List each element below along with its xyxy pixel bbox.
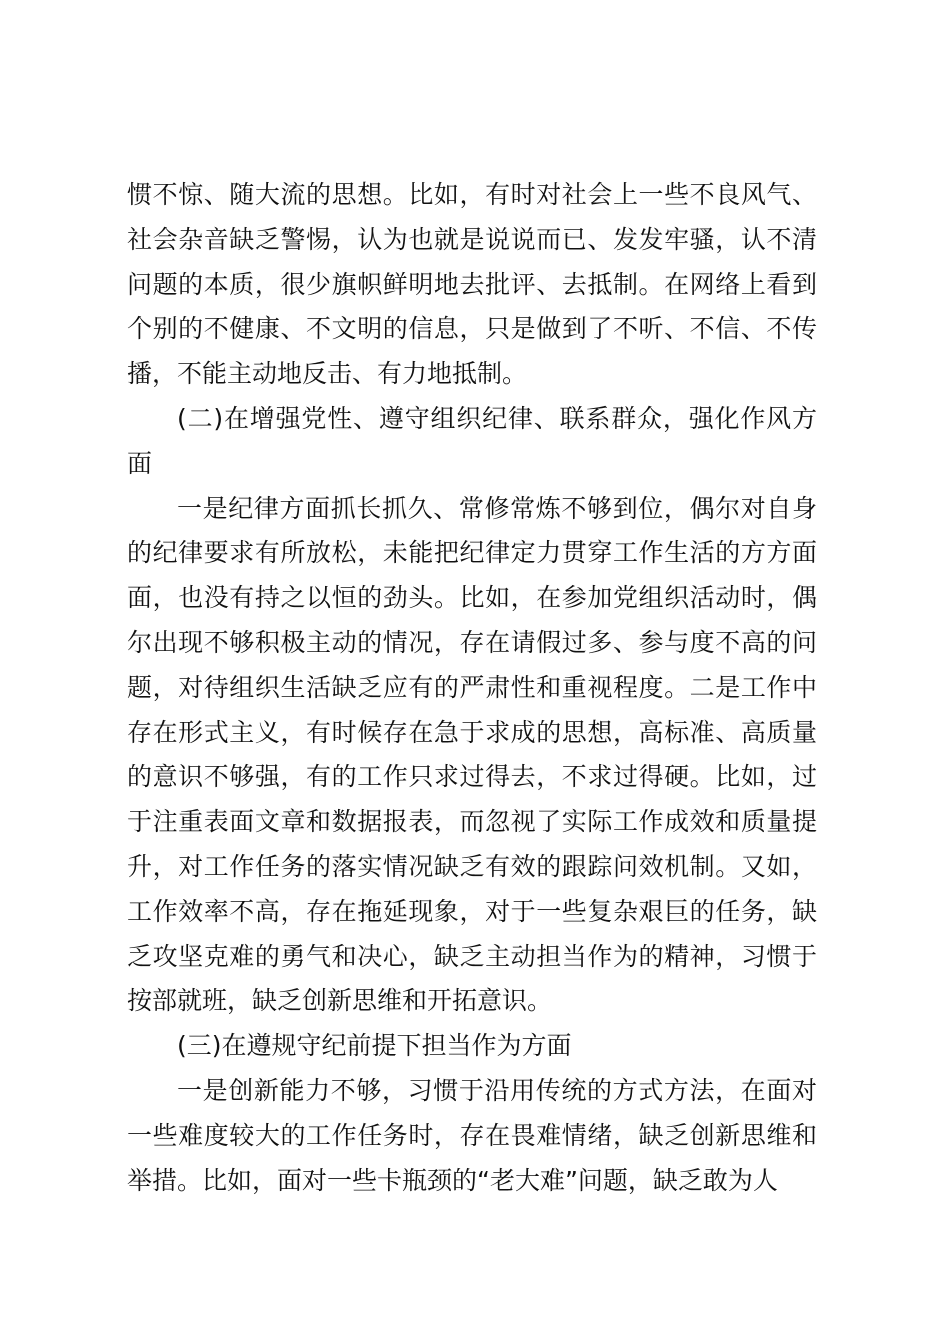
section-heading-three: (三)在遵规守纪前提下担当作为方面 <box>177 1031 572 1061</box>
document-body <box>127 173 817 1203</box>
paragraph-innovation: 一是创新能力不够，习惯于沿用传统的方式方法，在面对一些难度较大的工作任务时，存在畏难情绪，缺乏创新思维和举措。比如，面对一些卡瓶颈的“老大难”问题，缺乏敢为人 <box>127 1075 817 1195</box>
paragraph-continued: 惯不惊、随大流的思想。比如，有时对社会上一些不良风气、社会杂音缺乏警惕，认为也就是说说而已、发发牢骚，认不清问题的本质，很少旗帜鲜明地去批评、去抵制。在网络上看到个别的不健康、不文明的信息，只是做到了不听、不信、不传播，不能主动地反击、有力地抵制。 <box>127 180 817 389</box>
section-heading-two: (二)在增强党性、遵守组织纪律、联系群众，强化作风方面 <box>127 403 817 478</box>
paragraph-discipline: 一是纪律方面抓长抓久、常修常炼不够到位，偶尔对自身的纪律要求有所放松，未能把纪律定力贯穿工作生活的方方面面，也没有持之以恒的劲头。比如，在参加党组织活动时，偶尔出现不够积极主动的情况，存在请假过多、参与度不高的问题，对待组织生活缺乏应有的严肃性和重视程度。二是工作中存在形式主义，有时候存在急于求成的思想，高标准、高质量的意识不够强，有的工作只求过得去，不求过得硬。比如，过于注重表面文章和数据报表，而忽视了实际工作成效和质量提升，对工作任务的落实情况缺乏有效的跟踪问效机制。又如，工作效率不高，存在拖延现象，对于一些复杂艰巨的任务，缺乏攻坚克难的勇气和决心，缺乏主动担当作为的精神，习惯于按部就班，缺乏创新思维和开拓意识。 <box>127 493 817 1016</box>
